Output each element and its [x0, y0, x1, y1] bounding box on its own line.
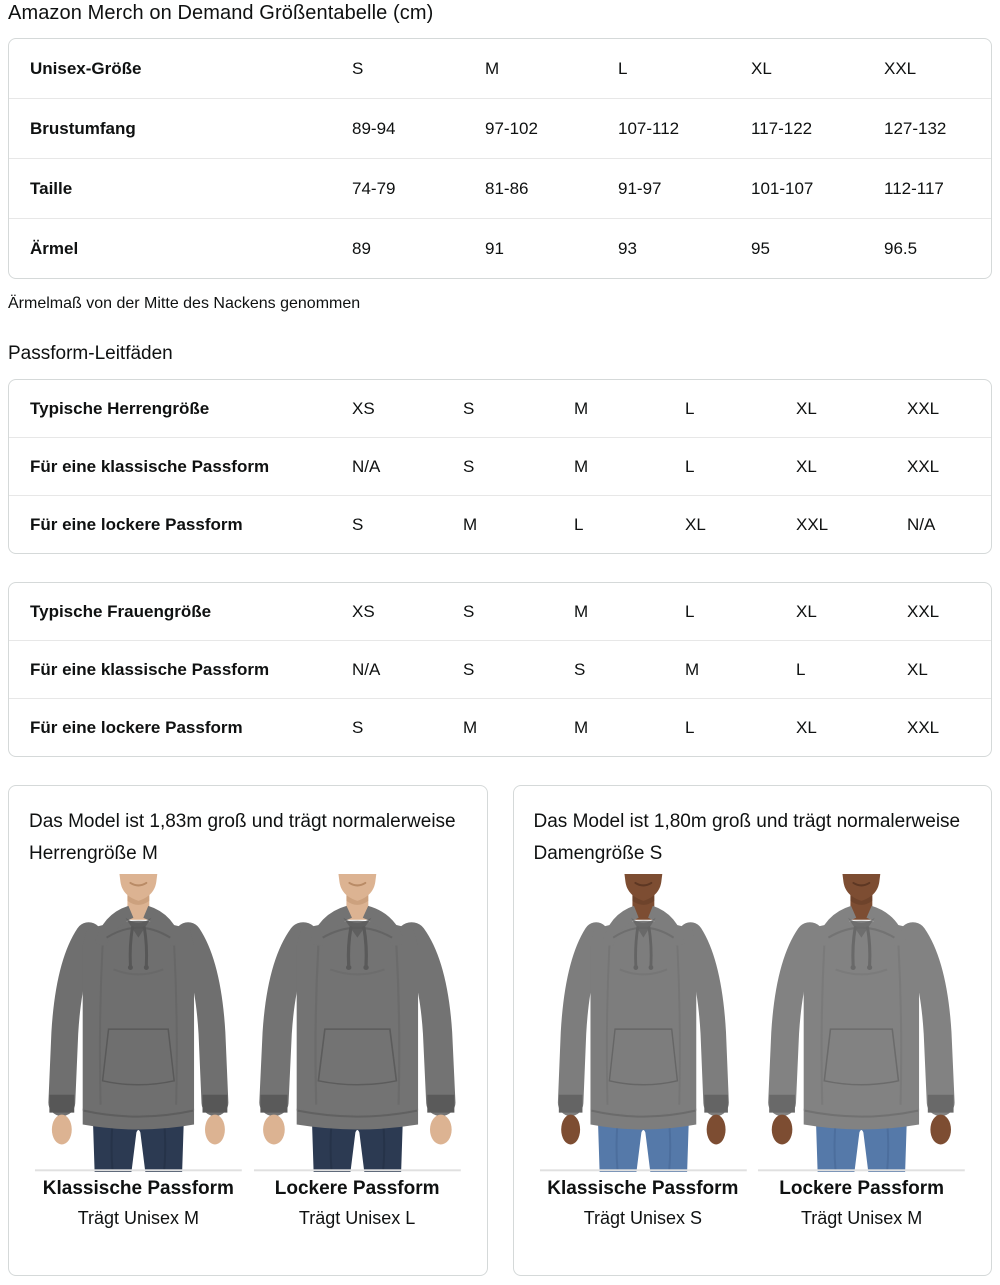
- size-cell: 74-79: [352, 178, 396, 198]
- model-photo: [248, 874, 467, 1172]
- size-cell: M: [463, 514, 478, 534]
- size-cell: N/A: [907, 514, 936, 534]
- fit-caption: Lockere Passform: [274, 1178, 440, 1200]
- table-row: [9, 218, 991, 278]
- fit-caption: Klassische Passform: [547, 1178, 739, 1200]
- size-cell: S: [352, 58, 364, 78]
- fit-subcaption: Trägt Unisex M: [77, 1208, 200, 1229]
- size-cell: L: [685, 717, 695, 737]
- size-cell: 89-94: [352, 118, 396, 138]
- mens-fit-table: [8, 379, 992, 554]
- row-label: Taille: [30, 178, 73, 198]
- size-cell: 97-102: [485, 118, 538, 138]
- size-cell: M: [574, 717, 589, 737]
- size-cell: 81-86: [485, 178, 529, 198]
- size-cell: N/A: [352, 659, 381, 679]
- sleeve-measure-note: Ärmelmaß von der Mitte des Nackens genommen: [8, 295, 361, 312]
- size-cell: S: [463, 398, 475, 418]
- size-cell: XS: [352, 398, 375, 418]
- model-figure: [752, 874, 971, 1231]
- table-row: [9, 98, 991, 158]
- size-cell: 127-132: [884, 118, 947, 138]
- size-cell: 91-97: [618, 178, 662, 198]
- row-label: Für eine klassische Passform: [30, 456, 270, 476]
- size-cell: XL: [796, 398, 817, 418]
- size-cell: 107-112: [618, 118, 680, 138]
- table-row: [9, 583, 991, 640]
- table-row: [9, 158, 991, 218]
- size-cell: XL: [685, 514, 706, 534]
- size-cell: 96.5: [884, 238, 918, 258]
- size-cell: S: [463, 659, 475, 679]
- womens-model-figures: [534, 874, 972, 1231]
- model-photo: [29, 874, 248, 1172]
- table-row: [9, 640, 991, 698]
- size-cell: L: [618, 58, 628, 78]
- model-figure: [534, 874, 753, 1231]
- size-cell: XL: [796, 601, 817, 621]
- size-cell: S: [352, 514, 364, 534]
- size-cell: XL: [907, 659, 928, 679]
- womens-fit-table: [8, 582, 992, 757]
- table-row: [9, 437, 991, 495]
- size-cell: M: [463, 717, 478, 737]
- womens-model-card: [513, 785, 993, 1276]
- size-cell: M: [574, 456, 589, 476]
- row-label: Typische Herrengröße: [30, 398, 210, 418]
- page-title: Amazon Merch on Demand Größentabelle (cm): [8, 2, 434, 24]
- fit-subcaption: Trägt Unisex S: [583, 1208, 703, 1229]
- row-label: Ärmel: [30, 238, 79, 258]
- size-cell: S: [574, 659, 586, 679]
- fit-subcaption: Trägt Unisex L: [298, 1208, 416, 1229]
- size-cell: L: [685, 601, 695, 621]
- fit-guides-heading: Passform-Leitfäden: [8, 343, 173, 364]
- fit-caption: Klassische Passform: [42, 1178, 234, 1200]
- size-cell: XXL: [884, 58, 917, 78]
- size-cell: XXL: [907, 717, 940, 737]
- size-cell: M: [685, 659, 700, 679]
- row-label: Brustumfang: [30, 118, 136, 138]
- size-cell: XXL: [907, 398, 940, 418]
- mens-model-card: [8, 785, 488, 1276]
- row-label: Typische Frauengröße: [30, 601, 212, 621]
- size-cell: L: [574, 514, 584, 534]
- size-cell: XL: [751, 58, 772, 78]
- size-cell: L: [796, 659, 806, 679]
- size-cell: XXL: [907, 601, 940, 621]
- size-cell: L: [685, 398, 695, 418]
- row-label: Für eine klassische Passform: [30, 659, 270, 679]
- size-cell: S: [463, 601, 475, 621]
- size-cell: XS: [352, 601, 375, 621]
- table-row: [9, 698, 991, 756]
- size-cell: 112-117: [884, 178, 944, 198]
- womens-model-intro: Das Model ist 1,80m groß und trägt normalerweise Damengröße S: [533, 811, 961, 864]
- size-cell: 117-122: [751, 118, 813, 138]
- size-cell: 93: [618, 238, 637, 258]
- model-photo: [534, 874, 753, 1172]
- size-cell: S: [352, 717, 364, 737]
- fit-subcaption: Trägt Unisex M: [800, 1208, 923, 1229]
- size-cell: 89: [352, 238, 371, 258]
- model-figure: [248, 874, 467, 1231]
- row-label: Für eine lockere Passform: [30, 717, 243, 737]
- size-cell: XXL: [796, 514, 829, 534]
- size-cell: M: [574, 601, 589, 621]
- table-row: [9, 39, 991, 98]
- row-label: Für eine lockere Passform: [30, 514, 243, 534]
- table-row: [9, 380, 991, 437]
- size-cell: S: [463, 456, 475, 476]
- unisex-size-table: [8, 38, 992, 279]
- size-cell: N/A: [352, 456, 381, 476]
- size-cell: M: [574, 398, 589, 418]
- row-label: Unisex-Größe: [30, 58, 142, 78]
- model-figure: [29, 874, 248, 1231]
- size-cell: 91: [485, 238, 504, 258]
- size-cell: 101-107: [751, 178, 814, 198]
- mens-model-intro: Das Model ist 1,83m groß und trägt normalerweise Herrengröße M: [29, 811, 456, 864]
- size-cell: XXL: [907, 456, 940, 476]
- size-cell: L: [685, 456, 695, 476]
- size-cell: M: [485, 58, 500, 78]
- mens-model-figures: [29, 874, 467, 1231]
- fit-caption: Lockere Passform: [779, 1178, 944, 1200]
- size-cell: XL: [796, 456, 817, 476]
- model-cards: [8, 785, 992, 1276]
- model-photo: [752, 874, 971, 1172]
- table-row: [9, 495, 991, 553]
- size-cell: 95: [751, 238, 770, 258]
- size-cell: XL: [796, 717, 817, 737]
